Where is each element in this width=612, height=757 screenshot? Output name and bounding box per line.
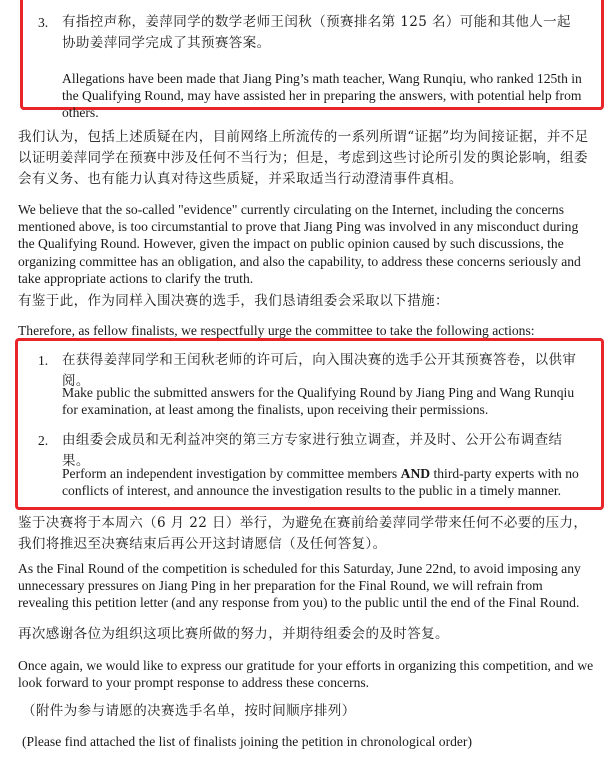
paragraph-1-en: We believe that the so-called "evidence" currently circulating on the Internet, including the concerns mentioned above, is too circumstantial to prove that Jiang Ping was involved in any misconduct during the Qualifying Round. However, given the impact on public opinion caused by such discussions, the organizing committee has an obligation, and also the capability, to address these concerns seriously and take appropriate actions to clarify the truth. bbox=[18, 202, 581, 286]
action-2-en-bold: AND bbox=[400, 466, 431, 481]
paragraph-1-zh: 我们认为，包括上述质疑在内，目前网络上所流传的一系列所谓“证据”均为间接证据，并不足以证明姜萍同学在预赛中涉及任何不当行为；但是，考虑到这些讨论所引发的舆论影响，组委会有义务、也有能力认真对待这些质疑，并采取适当行动澄清事件真相。 bbox=[18, 129, 589, 187]
action-2-en-after: third-party experts with no conflicts of interest, and announce the investigation results to the public in a timely manner. bbox=[62, 466, 579, 499]
action-1-zh: 在获得姜萍同学和王闰秋老师的许可后，向入围决赛的选手公开其预赛答卷，以供审阅。 bbox=[62, 352, 577, 389]
paragraph-4-zh: 再次感谢各位为组织这项比赛所做的努力，并期待组委会的及时答复。 bbox=[18, 626, 449, 642]
paragraph-3-zh: 鉴于决赛将于本周六（6 月 22 日）举行，为避免在赛前给姜萍同学带来任何不必要的压力，我们将推迟至决赛结束后再公开这封请愿信（及任何答复）。 bbox=[18, 515, 588, 552]
paragraph-5-en: (Please find attached the list of finalists joining the petition in chronological order) bbox=[22, 734, 472, 749]
item-3-en-clip bbox=[62, 70, 582, 121]
action-2-en-before: Perform an independent investigation by committee members bbox=[62, 466, 401, 481]
paragraph-3-en: As the Final Round of the competition is scheduled for this Saturday, June 22nd, to avoid imposing any unnecessary pressures on Jiang Ping in her preparation for the Final Round, we will refrain from revealing this petition letter (and any response from you) to the public until the end of the Final Round. bbox=[18, 561, 581, 611]
item-3-zh: 有指控声称，姜萍同学的数学老师王闰秋（预赛排名第 125 名）可能和其他人一起协助姜萍同学完成了其预赛答案。 bbox=[62, 14, 571, 51]
item-3-number: 3. bbox=[38, 15, 49, 30]
paragraph-5-zh: （附件为参与请愿的决赛选手名单，按时间顺序排列） bbox=[22, 703, 356, 719]
action-2-en bbox=[62, 465, 582, 499]
action-1-number: 1. bbox=[38, 353, 49, 368]
paragraph-2-en: Therefore, as fellow finalists, we respectfully urge the committee to take the following actions: bbox=[18, 323, 535, 338]
paragraph-2-zh: 有鉴于此，作为同样入围决赛的选手，我们恳请组委会采取以下措施： bbox=[18, 293, 449, 309]
action-2-zh: 由组委会成员和无利益冲突的第三方专家进行独立调查，并及时、公开公布调查结果。 bbox=[62, 432, 563, 469]
action-2-number: 2. bbox=[38, 433, 49, 448]
action-1-en: Make public the submitted answers for the Qualifying Round by Jiang Ping and Wang Runqiu for examination, at least among the finalists, upon receiving their permissions. bbox=[62, 385, 575, 418]
paragraph-4-en: Once again, we would like to express our gratitude for your efforts in organizing this competition, and we look forward to your prompt response to address these concerns. bbox=[18, 658, 594, 691]
item-3-en: Allegations have been made that Jiang Ping’s math teacher, Wang Runqiu, who ranked 125th in the Qualifying Round, may have assisted her in preparing the answers, with potential help from others. bbox=[62, 71, 582, 121]
